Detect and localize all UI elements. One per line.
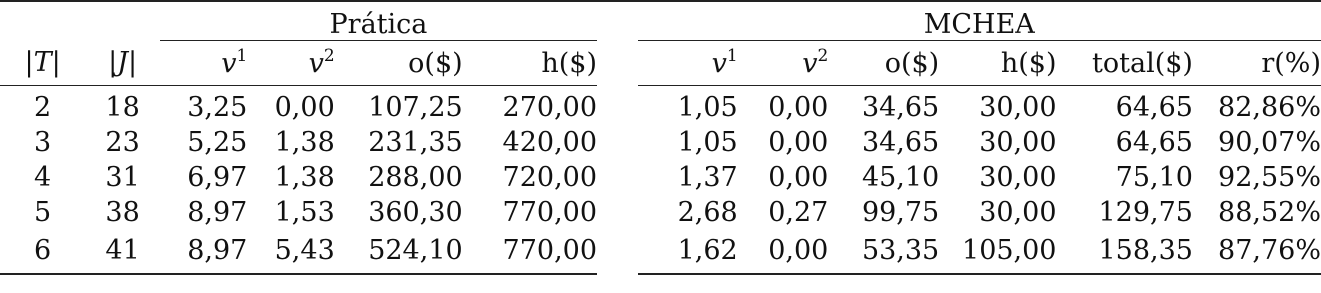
cell-mchea-h: 105,00 xyxy=(939,230,1056,274)
cell-mchea-v2: 0,00 xyxy=(768,92,829,123)
cell-pratica-h: 720,00 xyxy=(502,162,598,193)
cell-r: 88,52% xyxy=(1218,197,1321,228)
cell-pratica-v1: 8,97 xyxy=(187,197,248,228)
cell-pratica-h: 420,00 xyxy=(502,127,598,158)
table-row xyxy=(0,125,1321,160)
cell-pratica-o: 360,30 xyxy=(368,197,463,228)
cell-mchea-v1: 1,37 xyxy=(677,162,738,193)
cell-mchea-h: 30,00 xyxy=(979,162,1057,193)
cell-j: 41 xyxy=(85,230,160,274)
cell-mchea-v2: 0,00 xyxy=(768,127,829,158)
cell-pratica-h: 770,00 xyxy=(502,197,598,228)
cell-pratica-v1: 3,25 xyxy=(187,92,248,123)
cell-r: 92,55% xyxy=(1218,162,1321,193)
cell-mchea-v2: 0,00 xyxy=(768,162,829,193)
group-header-row xyxy=(0,1,1321,41)
header-mchea-v2: $v^2$ xyxy=(738,41,829,86)
cell-t: 4 xyxy=(34,162,52,193)
cell-j: 18 xyxy=(105,92,140,123)
header-mchea-v1: $v^1$ xyxy=(638,41,738,86)
cell-pratica-h: 770,00 xyxy=(463,230,597,274)
cell-pratica-o: 107,25 xyxy=(368,92,463,123)
header-t: |T| xyxy=(0,41,85,86)
cell-pratica-o: 524,10 xyxy=(335,230,463,274)
group-label-pratica: Prática xyxy=(160,1,597,41)
header-r: r(%) xyxy=(1193,41,1321,86)
header-pratica-h: h($) xyxy=(463,41,597,86)
header-pratica-o: o($) xyxy=(335,41,463,86)
column-header-row xyxy=(0,41,1321,86)
cell-r: 87,76% xyxy=(1193,230,1321,274)
cell-r: 90,07% xyxy=(1218,127,1321,158)
cell-pratica-v2: 1,38 xyxy=(274,127,335,158)
table-row xyxy=(0,230,1321,274)
cell-mchea-h: 30,00 xyxy=(979,197,1057,228)
cell-mchea-o: 45,10 xyxy=(861,162,940,193)
table-row xyxy=(0,160,1321,195)
cell-mchea-v1: 1,62 xyxy=(638,230,738,274)
header-total: total($) xyxy=(1057,41,1193,86)
cell-pratica-v2: 5,43 xyxy=(247,230,334,274)
cell-total: 64,65 xyxy=(1115,127,1193,158)
cell-total: 75,10 xyxy=(1115,162,1193,193)
cell-t: 6 xyxy=(0,230,85,274)
header-pratica-v1: $v^1$ xyxy=(160,41,247,86)
cell-total: 158,35 xyxy=(1057,230,1193,274)
cell-pratica-v2: 0,00 xyxy=(274,92,335,123)
cell-pratica-v1: 8,97 xyxy=(160,230,247,274)
cell-j: 31 xyxy=(105,162,140,193)
cell-mchea-o: 53,35 xyxy=(828,230,939,274)
cell-pratica-o: 288,00 xyxy=(368,162,463,193)
group-label-mchea: MCHEA xyxy=(638,1,1321,41)
cell-mchea-v1: 1,05 xyxy=(677,92,738,123)
cell-total: 64,65 xyxy=(1115,92,1193,123)
table-row xyxy=(0,86,1321,126)
cell-pratica-v1: 6,97 xyxy=(187,162,248,193)
cell-j: 23 xyxy=(105,127,140,158)
cell-j: 38 xyxy=(105,197,140,228)
cell-total: 129,75 xyxy=(1098,197,1193,228)
cell-mchea-v2: 0,00 xyxy=(738,230,829,274)
header-pratica-v2: $v^2$ xyxy=(247,41,334,86)
cell-mchea-o: 99,75 xyxy=(861,197,940,228)
cell-r: 82,86% xyxy=(1218,92,1321,123)
cell-t: 2 xyxy=(34,92,52,123)
cell-mchea-h: 30,00 xyxy=(979,92,1057,123)
cell-mchea-v2: 0,27 xyxy=(768,197,829,228)
cell-pratica-o: 231,35 xyxy=(368,127,463,158)
cell-t: 3 xyxy=(34,127,52,158)
cell-mchea-h: 30,00 xyxy=(979,127,1057,158)
header-j: |J| xyxy=(85,41,160,86)
cell-pratica-v2: 1,53 xyxy=(274,197,335,228)
cell-mchea-v1: 2,68 xyxy=(677,197,738,228)
cell-mchea-o: 34,65 xyxy=(861,92,940,123)
header-mchea-h: h($) xyxy=(939,41,1056,86)
cell-pratica-v1: 5,25 xyxy=(187,127,248,158)
cell-pratica-h: 270,00 xyxy=(502,92,598,123)
cell-t: 5 xyxy=(34,197,52,228)
cell-pratica-v2: 1,38 xyxy=(274,162,335,193)
cell-mchea-v1: 1,05 xyxy=(677,127,738,158)
cell-mchea-o: 34,65 xyxy=(861,127,940,158)
header-mchea-o: o($) xyxy=(828,41,939,86)
table-row xyxy=(0,195,1321,230)
